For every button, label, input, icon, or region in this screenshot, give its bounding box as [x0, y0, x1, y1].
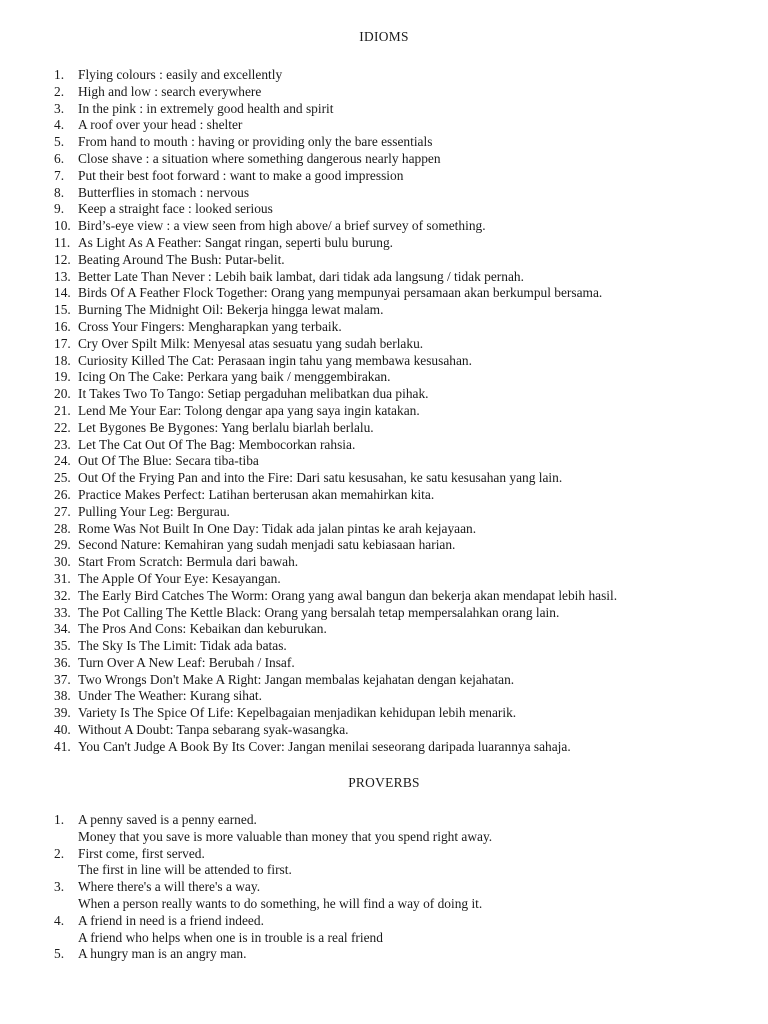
idiom-number: 26. [54, 486, 71, 502]
idiom-text: High and low : search everywhere [78, 83, 262, 99]
proverb-item [0, 812, 768, 846]
idiom-text: Second Nature: Kemahiran yang sudah menjadi satu kebiasaan harian. [78, 537, 456, 553]
idiom-number: 11. [54, 234, 71, 250]
idiom-text: Icing On The Cake: Perkara yang baik / menggembirakan. [78, 369, 391, 385]
proverb-item [0, 846, 768, 880]
idiom-number: 34. [54, 621, 71, 637]
idiom-number: 4. [54, 117, 65, 133]
idiom-text: Under The Weather: Kurang sihat. [78, 688, 262, 704]
proverb-text: A hungry man is an angry man. [78, 946, 247, 962]
idiom-number: 27. [54, 503, 71, 519]
idiom-text: Start From Scratch: Bermula dari bawah. [78, 554, 299, 570]
idiom-item [0, 252, 768, 269]
proverb-text: A penny saved is a penny earned. [78, 812, 257, 827]
idiom-text: From hand to mouth : having or providing only the bare essentials [78, 134, 433, 150]
idiom-number: 6. [54, 150, 65, 166]
idiom-text: Practice Makes Perfect: Latihan berterusan akan memahirkan kita. [78, 486, 435, 502]
proverb-number: 2. [54, 845, 65, 861]
idiom-text: The Pot Calling The Kettle Black: Orang yang bersalah tetap mempersalahkan orang lain. [78, 604, 560, 620]
proverb-item [0, 946, 768, 963]
proverb-text: First come, first served. [78, 845, 205, 861]
idiom-text: Rome Was Not Built In One Day: Tidak ada jalan pintas ke arah kejayaan. [78, 520, 477, 536]
idiom-number: 22. [54, 419, 71, 435]
idiom-text: Better Late Than Never : Lebih baik lambat, dari tidak ada langsung / tidak pernah. [78, 268, 524, 284]
idiom-item [0, 521, 768, 538]
idiom-item [0, 185, 768, 202]
idiom-text: It Takes Two To Tango: Setiap pergaduhan melibatkan dua pihak. [78, 386, 429, 402]
idiom-text: Cry Over Spilt Milk: Menyesal atas sesuatu yang sudah berlaku. [78, 335, 424, 351]
idiom-item [0, 722, 768, 739]
idiom-number: 13. [54, 268, 71, 284]
idiom-item [0, 101, 768, 118]
idiom-item [0, 537, 768, 554]
idiom-text: Beating Around The Bush: Putar-belit. [78, 251, 285, 267]
idiom-item [0, 235, 768, 252]
idiom-text: Let The Cat Out Of The Bag: Membocorkan rahsia. [78, 436, 356, 452]
idiom-text: Close shave : a situation where something dangerous nearly happen [78, 150, 441, 166]
proverb-meaning: Money that you save is more valuable than money that you spend right away. [78, 828, 493, 844]
idiom-number: 41. [54, 738, 71, 754]
proverb-number: 4. [54, 912, 65, 928]
proverbs-heading: PROVERBS [348, 775, 420, 790]
idiom-text: Cross Your Fingers: Mengharapkan yang terbaik. [78, 318, 342, 334]
idiom-number: 21. [54, 402, 71, 418]
idiom-text: Keep a straight face : looked serious [78, 201, 273, 217]
idiom-item [0, 487, 768, 504]
idioms-list [0, 67, 768, 756]
proverb-item [0, 879, 768, 913]
idiom-item [0, 571, 768, 588]
idiom-text: Burning The Midnight Oil: Bekerja hingga lewat malam. [78, 302, 384, 318]
idiom-item [0, 621, 768, 638]
idiom-text: Put their best foot forward : want to make a good impression [78, 167, 404, 183]
idiom-text: Pulling Your Leg: Bergurau. [78, 503, 230, 519]
idiom-number: 19. [54, 369, 71, 385]
idiom-number: 18. [54, 352, 71, 368]
idiom-item [0, 672, 768, 689]
idiom-number: 25. [54, 470, 71, 486]
idiom-item [0, 168, 768, 185]
idiom-item [0, 302, 768, 319]
idiom-item [0, 437, 768, 454]
idiom-item [0, 705, 768, 722]
idiom-text: You Can't Judge A Book By Its Cover: Jangan menilai seseorang daripada luarannya sahaja. [78, 738, 571, 754]
idiom-number: 31. [54, 570, 71, 586]
idiom-number: 36. [54, 654, 71, 670]
idiom-text: Curiosity Killed The Cat: Perasaan ingin tahu yang membawa kesusahan. [78, 352, 472, 368]
idiom-item [0, 336, 768, 353]
idiom-item [0, 369, 768, 386]
idiom-text: The Sky Is The Limit: Tidak ada batas. [78, 638, 287, 654]
idioms-heading: IDIOMS [359, 29, 409, 44]
idiom-text: The Apple Of Your Eye: Kesayangan. [78, 570, 281, 586]
idiom-item [0, 386, 768, 403]
idiom-text: Flying colours : easily and excellently [78, 67, 283, 82]
idiom-item [0, 134, 768, 151]
idiom-item [0, 420, 768, 437]
idiom-text: Turn Over A New Leaf: Berubah / Insaf. [78, 654, 295, 670]
idiom-number: 7. [54, 167, 65, 183]
idiom-number: 8. [54, 184, 65, 200]
proverb-meaning: A friend who helps when one is in trouble is a real friend [78, 929, 383, 945]
idiom-item [0, 403, 768, 420]
idiom-number: 17. [54, 335, 71, 351]
idiom-number: 1. [54, 67, 65, 82]
proverb-item [0, 913, 768, 947]
idiom-number: 14. [54, 285, 71, 301]
idiom-text: The Early Bird Catches The Worm: Orang yang awal bangun dan bekerja akan mendapat lebih hasil. [78, 587, 618, 603]
idiom-text: The Pros And Cons: Kebaikan dan keburukan. [78, 621, 327, 637]
idiom-item [0, 453, 768, 470]
proverbs-list [0, 812, 768, 963]
idiom-number: 3. [54, 100, 65, 116]
idiom-item [0, 605, 768, 622]
idiom-item [0, 151, 768, 168]
idiom-number: 38. [54, 688, 71, 704]
idiom-item [0, 269, 768, 286]
idiom-number: 16. [54, 318, 71, 334]
idiom-item [0, 353, 768, 370]
proverb-number: 1. [54, 812, 65, 827]
idiom-text: Birds Of A Feather Flock Together: Orang yang mempunyai persamaan akan berkumpul bersama. [78, 285, 603, 301]
proverb-meaning: When a person really wants to do something, he will find a way of doing it. [78, 895, 483, 911]
idiom-item [0, 688, 768, 705]
idiom-number: 39. [54, 705, 71, 721]
idiom-number: 9. [54, 201, 65, 217]
idiom-text: In the pink : in extremely good health and spirit [78, 100, 334, 116]
idiom-item [0, 554, 768, 571]
idiom-item [0, 201, 768, 218]
idiom-number: 33. [54, 604, 71, 620]
idiom-item [0, 588, 768, 605]
idiom-number: 5. [54, 134, 65, 150]
idiom-text: Out Of the Frying Pan and into the Fire: Dari satu kesusahan, ke satu kesusahan yang lain. [78, 470, 563, 486]
idiom-item [0, 504, 768, 521]
idiom-number: 29. [54, 537, 71, 553]
idiom-number: 12. [54, 251, 71, 267]
idiom-text: Let Bygones Be Bygones: Yang berlalu biarlah berlalu. [78, 419, 374, 435]
idiom-item [0, 285, 768, 302]
idiom-item [0, 638, 768, 655]
idiom-text: Out Of The Blue: Secara tiba-tiba [78, 453, 259, 469]
idiom-number: 15. [54, 302, 71, 318]
idiom-text: Bird’s-eye view : a view seen from high above/ a brief survey of something. [78, 218, 486, 234]
idiom-number: 28. [54, 520, 71, 536]
proverb-number: 5. [54, 946, 65, 962]
idiom-item [0, 117, 768, 134]
idiom-number: 40. [54, 722, 71, 738]
proverb-text: Where there's a will there's a way. [78, 879, 261, 895]
idiom-number: 20. [54, 386, 71, 402]
proverb-number: 3. [54, 879, 65, 895]
idiom-item [0, 319, 768, 336]
idiom-text: Butterflies in stomach : nervous [78, 184, 250, 200]
idiom-number: 32. [54, 587, 71, 603]
idiom-number: 35. [54, 638, 71, 654]
proverb-text: A friend in need is a friend indeed. [78, 912, 264, 928]
idiom-item [0, 67, 768, 84]
idiom-item [0, 470, 768, 487]
idiom-number: 30. [54, 554, 71, 570]
idiom-text: Lend Me Your Ear: Tolong dengar apa yang saya ingin katakan. [78, 402, 420, 418]
idiom-item [0, 218, 768, 235]
idiom-item [0, 84, 768, 101]
idiom-number: 10. [54, 218, 71, 234]
idiom-text: As Light As A Feather: Sangat ringan, seperti bulu burung. [78, 234, 394, 250]
proverb-meaning: The first in line will be attended to first. [78, 862, 292, 878]
idiom-text: A roof over your head : shelter [78, 117, 243, 133]
idiom-number: 37. [54, 671, 71, 687]
idiom-text: Two Wrongs Don't Make A Right: Jangan membalas kejahatan dengan kejahatan. [78, 671, 515, 687]
idiom-number: 24. [54, 453, 71, 469]
idiom-number: 2. [54, 83, 65, 99]
idiom-text: Without A Doubt: Tanpa sebarang syak-wasangka. [78, 722, 349, 738]
idiom-item [0, 739, 768, 756]
idiom-text: Variety Is The Spice Of Life: Kepelbagaian menjadikan kehidupan lebih menarik. [78, 705, 517, 721]
idiom-item [0, 655, 768, 672]
idiom-number: 23. [54, 436, 71, 452]
